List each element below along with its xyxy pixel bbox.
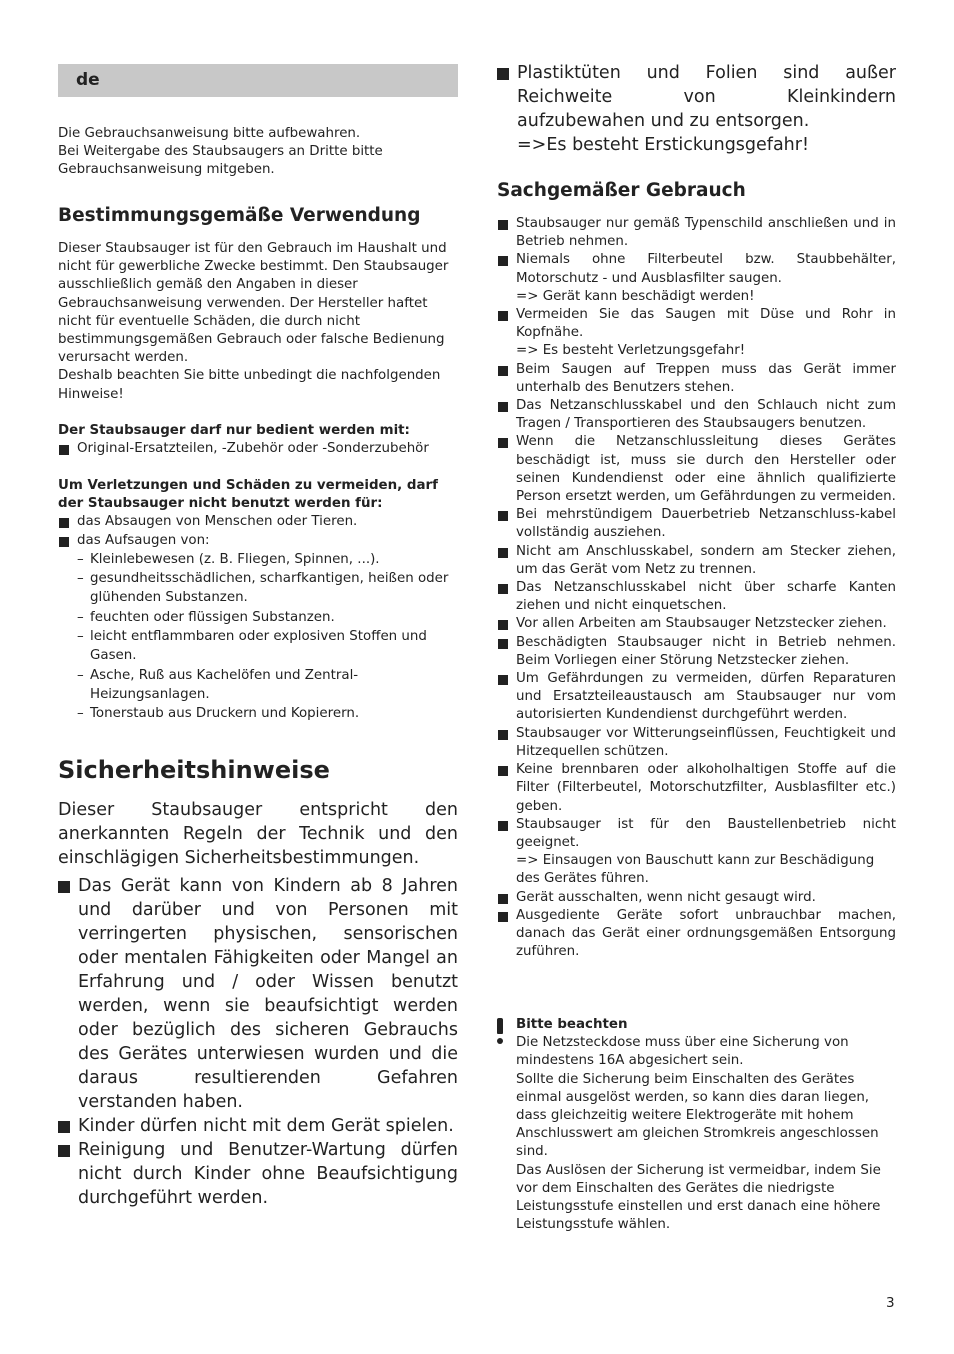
proper-use-item	[497, 725, 896, 761]
proper-use-item-text: Bei mehrstündigem Dauerbetrieb Netzanschluss-kabel vollständig ausziehen.	[516, 507, 896, 541]
plastic-item-text: Plastiktüten und Folien sind außer Reichweite von Kleinkindern aufzubewahen und zu entsorgen.	[517, 63, 896, 131]
substance-item: – Tonerstaub aus Druckern und Kopierern.	[77, 704, 458, 723]
proper-use-item-arrow: => Einsaugen von Bauschutt kann zur Beschädigung des Gerätes führen.	[516, 853, 875, 887]
proper-use-item-text: Wenn die Netzanschlussleitung dieses Gerätes beschädigt ist, muss sie durch den Hersteller oder seinen Kundendienst oder eine ähnlich qualifizierte Person ersetzt werden, um Gefährdungen zu vermeiden.	[516, 434, 896, 505]
accessories-block	[58, 422, 458, 458]
proper-use-item	[497, 816, 896, 889]
intended-use-body	[58, 240, 458, 404]
prohibited-block	[58, 477, 458, 723]
proper-use-item-text: Das Netzanschlusskabel nicht über scharfe Kanten ziehen und nicht einquetschen.	[516, 580, 896, 614]
prohibited-item: das Aufsaugen von:	[58, 532, 458, 550]
plastic-arrow: =>Es besteht Erstickungsgefahr!	[517, 135, 809, 155]
proper-use-item-text: Keine brennbaren oder alkoholhaltigen Stoffe auf die Filter (Filterbeutel, Motorschutzfilter, Ausblasfilter etc.) geben.	[516, 762, 896, 814]
intro-line-1: Die Gebrauchsanweisung bitte aufbewahren.	[58, 126, 361, 141]
intended-use-paragraph-2: Deshalb beachten Sie bitte unbedingt die nachfolgenden Hinweise!	[58, 368, 441, 402]
prohibited-item: das Absaugen von Menschen oder Tieren.	[58, 513, 458, 531]
proper-use-item	[497, 907, 896, 962]
proper-use-item-text: Beschädigten Staubsauger nicht in Betrieb nehmen. Beim Vorliegen einer Störung Netzstecker ziehen.	[516, 634, 896, 668]
note-paragraph: Sollte die Sicherung beim Einschalten des Gerätes einmal ausgelöst werden, so kann dies daran liegen, dass gleichzeitig weitere Elektrogeräte mit hohem Anschlusswert am gleichen Stromkreis angeschlossen sind.	[516, 1071, 879, 1160]
proper-use-item	[497, 579, 896, 615]
proper-use-list	[497, 215, 896, 961]
proper-use-item-arrow: => Es besteht Verletzungsgefahr!	[516, 343, 746, 359]
proper-use-item-text: Staubsauger nur gemäß Typenschild anschließen und in Betrieb nehmen.	[516, 216, 896, 250]
intended-use-heading: Bestimmungsgemäße Verwendung	[58, 205, 421, 226]
accessories-heading: Der Staubsauger darf nur bedient werden mit:	[58, 423, 410, 438]
proper-use-item	[497, 889, 896, 907]
page-number: 3	[886, 1295, 895, 1311]
note-content	[497, 1016, 896, 1234]
language-tab	[58, 64, 458, 97]
safety-item: Reinigung und Benutzer-Wartung dürfen nicht durch Kinder ohne Beaufsichtigung durchgeführt werden.	[58, 1138, 458, 1210]
proper-use-item-text: Gerät ausschalten, wenn nicht gesaugt wird.	[516, 889, 816, 905]
proper-use-item-text: Staubsauger vor Witterungseinflüssen, Feuchtigkeit und Hitzequellen schützen.	[516, 725, 896, 759]
prohibited-heading: Um Verletzungen und Schäden zu vermeiden, darf der Staubsauger nicht benutzt werden für:	[58, 478, 438, 512]
intended-use-paragraph: Dieser Staubsauger ist für den Gebrauch im Haushalt und nicht für gewerbliche Zwecke bestimmt. Den Staubsauger ausschließlich gemäß den Angaben in dieser Gebrauchsanweisung verwenden. Der Hersteller haftet nicht für eventuelle Schäden, die durch nicht bestimmungsgemäßen Gebrauch oder falsche Bedienung verursacht werden.	[58, 241, 449, 366]
substance-item: – gesundheitsschädlichen, scharfkantigen, heißen oder glühenden Substanzen.	[77, 569, 458, 608]
plastic-item	[497, 61, 896, 157]
safety-body	[58, 798, 458, 1210]
proper-use-item	[497, 543, 896, 579]
proper-use-item	[497, 634, 896, 670]
proper-use-item-arrow: => Gerät kann beschädigt werden!	[516, 288, 755, 304]
proper-use-item-text: Staubsauger ist für den Baustellenbetrieb nicht geeignet.	[516, 816, 896, 850]
proper-use-item	[497, 761, 896, 816]
proper-use-item-text: Um Gefährdungen zu vermeiden, dürfen Reparaturen und Ersatzteileaustausch am Staubsauger nur vom autorisierten Kundendienst durchgeführt werden.	[516, 671, 896, 723]
note-paragraph: Das Auslösen der Sicherung ist vermeidbar, indem Sie vor dem Einschalten des Gerätes die niedrigste Leistungsstufe einstellen und erst danach eine höhere Leistungsstufe wählen.	[516, 1162, 881, 1233]
safety-heading: Sicherheitshinweise	[58, 756, 330, 784]
proper-use-item-text: Das Netzanschlusskabel und den Schlauch nicht zum Tragen / Transportieren des Staubsaugers benutzen.	[516, 398, 896, 432]
proper-use-item-text: Nicht am Anschlusskabel, sondern am Stecker ziehen, um das Gerät vom Netz zu trennen.	[516, 543, 896, 577]
proper-use-item-text: Beim Saugen auf Treppen muss das Gerät immer unterhalb des Benutzers stehen.	[516, 361, 896, 395]
substance-item: – Kleinlebewesen (z. B. Fliegen, Spinnen, ...).	[77, 550, 458, 569]
substance-item: – feuchten oder flüssigen Substanzen.	[77, 608, 458, 627]
safety-item: Das Gerät kann von Kindern ab 8 Jahren und darüber und von Personen mit verringerten physischen, sensorischen oder mentalen Fähigkeiten oder Mangel an Erfahrung und / oder Wissen benutzt werden, wenn sie beaufsichtigt werden oder bezüglich des sicheren Gebrauchs des Gerätes unterwiesen wurden und die daraus resultierenden Gefahren verstanden haben.	[58, 874, 458, 1114]
plastic-warning	[497, 61, 896, 157]
note-block	[497, 1016, 896, 1234]
note-paragraph: Die Netzsteckdose muss über eine Sicherung von mindestens 16A abgesichert sein.	[516, 1035, 849, 1069]
proper-use-heading: Sachgemäßer Gebrauch	[497, 180, 746, 201]
proper-use-item-text: Vermeiden Sie das Saugen mit Düse und Rohr in Kopfnähe.	[516, 307, 896, 341]
note-title: Bitte beachten	[516, 1017, 628, 1032]
safety-intro: Dieser Staubsauger entspricht den anerkannten Regeln der Technik und den einschlägigen Sicherheitsbestimmungen.	[58, 800, 458, 868]
accessories-item: Original-Ersatzteilen, -Zubehör oder -Sonderzubehör	[58, 440, 458, 458]
proper-use-item	[497, 397, 896, 433]
proper-use-item	[497, 215, 896, 251]
proper-use-item	[497, 433, 896, 506]
proper-use-item-text: Ausgediente Geräte sofort unbrauchbar machen, danach das Gerät einer ordnungsgemäßen Entsorgung zuführen.	[516, 907, 896, 960]
proper-use-item	[497, 251, 896, 306]
proper-use-item-text: Niemals ohne Filterbeutel bzw. Staubbehälter, Motorschutz - und Ausblasfilter saugen.	[516, 252, 896, 286]
proper-use-item	[497, 506, 896, 542]
proper-use-item	[497, 615, 896, 633]
intro-line-2: Bei Weitergabe des Staubsaugers an Dritte bitte Gebrauchsanweisung mitgeben.	[58, 144, 383, 178]
substance-item: – Asche, Ruß aus Kachelöfen und Zentral- Heizungsanlagen.	[77, 666, 458, 705]
language-label: de	[76, 70, 100, 90]
proper-use-item	[497, 306, 896, 361]
proper-use-item	[497, 361, 896, 397]
intro-text	[58, 125, 458, 180]
proper-use-item-text: Vor allen Arbeiten am Staubsauger Netzstecker ziehen.	[516, 616, 887, 632]
substance-item: – leicht entflammbaren oder explosiven Stoffen und Gasen.	[77, 627, 458, 666]
proper-use-item	[497, 670, 896, 725]
safety-item: Kinder dürfen nicht mit dem Gerät spielen.	[58, 1114, 458, 1138]
